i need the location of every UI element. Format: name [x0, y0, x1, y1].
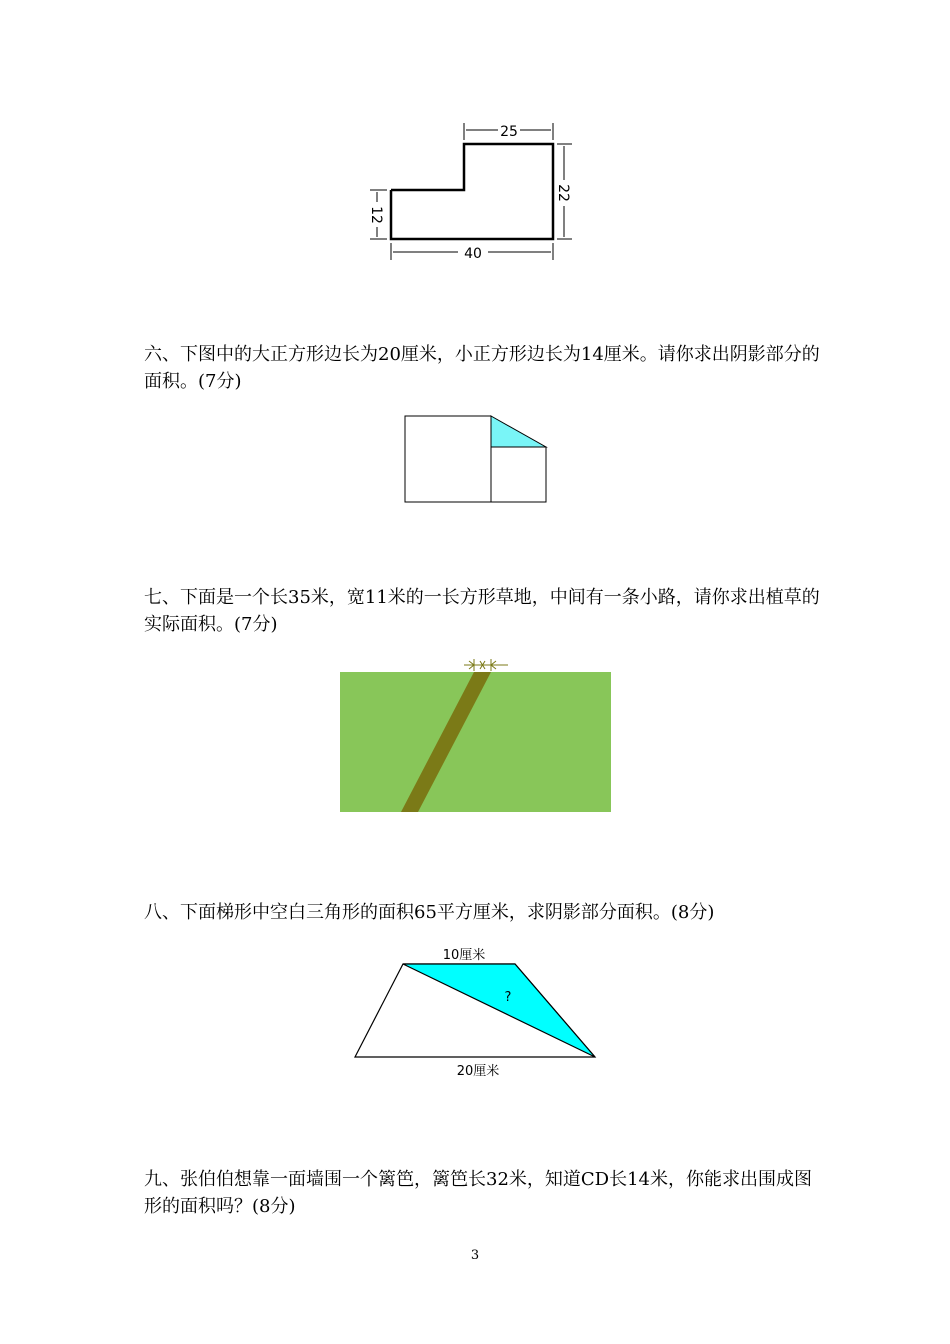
question-8-text: 八、下面梯形中空白三角形的面积65平方厘米，求阴影部分面积。(8分): [144, 902, 715, 923]
shaded-triangle: [491, 416, 546, 447]
dim-right: 22: [555, 184, 571, 202]
question-9-text: 九、张伯伯想靠一面墙围一个篱笆，篱笆长32米，知道CD长14米，你能求出围成图形的面积吗？(8分): [144, 1169, 813, 1217]
small-square: [491, 447, 546, 502]
dim-left: 12: [368, 206, 384, 224]
question-7-text: 七、下面是一个长35米，宽11米的一长方形草地，中间有一条小路，请你求出植草的实际面积。(7分): [144, 587, 820, 635]
grass-figure: [336, 652, 616, 816]
unknown-mark: ?: [504, 990, 512, 1005]
page-number: 3: [470, 1248, 480, 1263]
dim-top: 25: [500, 124, 518, 140]
question-6-text: 六、下图中的大正方形边长为20厘米，小正方形边长为14厘米。请你求出阴影部分的面积。(7分): [144, 344, 820, 392]
dim-bottom: 40: [464, 246, 482, 262]
squares-figure: [400, 412, 552, 506]
bottom-base-label: 20厘米: [456, 1064, 500, 1079]
l-shape-outline: [391, 144, 553, 239]
top-base-label: 10厘米: [442, 948, 486, 963]
trapezoid-figure: [350, 940, 606, 1084]
large-square: [405, 416, 491, 502]
l-shape-figure: [360, 118, 590, 268]
